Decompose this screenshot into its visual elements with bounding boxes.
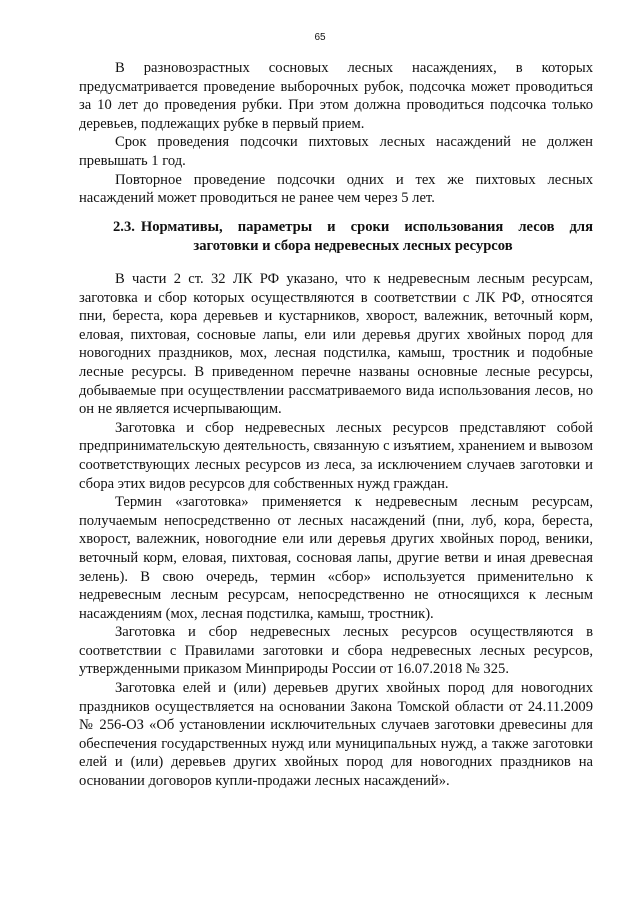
- section-body: [79, 270, 593, 791]
- paragraph: Заготовка и сбор недревесных лесных ресурсов осуществляются в соответствии с Правилами заготовки и сбора недревесных лесных ресурсов, утвержденными приказом Минприроды России от 16.07.2018 № 325.: [79, 624, 593, 678]
- paragraph: В части 2 ст. 32 ЛК РФ указано, что к недревесным лесным ресурсам, заготовка и сбор которых осуществляются в соответствии с ЛК РФ, относятся пни, береста, кора деревьев и кустарников, хворост, валежник, веточный корм, еловая, пихтовая, сосновые лапы, ели или деревья других хвойных пород для новогодних праздников, мох, лесная подстилка, камыш, тростник и подобные лесные ресурсы. В приведенном перечне названы основные лесные ресурсы, добываемые при осуществлении рассматриваемого вида использования лесов, но он не является исчерпывающим.: [79, 271, 593, 418]
- paragraph: Заготовка и сбор недревесных лесных ресурсов представляют собой предпринимательскую деятельность, связанную с изъятием, хранением и вывозом соответствующих лесных ресурсов из леса, за исключением случаев заготовки и сбора этих видов ресурсов для собственных нужд граждан.: [79, 419, 593, 492]
- paragraph: Срок проведения подсочки пихтовых лесных насаждений не должен превышать 1 год.: [79, 134, 593, 169]
- page-number: 65: [314, 32, 326, 43]
- section-number: 2.3.: [113, 219, 135, 235]
- paragraph: Повторное проведение подсочки одних и тех же пихтовых лесных насаждений может проводиться не ранее чем через 5 лет.: [79, 171, 593, 207]
- paragraph: Заготовка елей и (или) деревьев других хвойных пород для новогодних праздников осуществляется на основании Закона Томской области от 24.11.2009 № 256-ОЗ «Об установлении исключительных случаев заготовки древесины для обеспечения государственных нужд или муниципальных нужд, а также заготовки елей и (или) деревьев других хвойных пород для новогодних праздников на основании договоров купли-продажи лесных насаждений».: [79, 680, 593, 790]
- section-title: Нормативы, параметры и сроки использования лесов для заготовки и сбора недревесных лесных ресурсов: [140, 219, 593, 254]
- paragraph: Термин «заготовка» применяется к недревесным лесным ресурсам, получаемым непосредственно от лесных насаждений (пни, луб, кора, береста, хворост, валежник, новогодние ели или деревья других хвойных пород, веники, веточный корм, еловая, пихтовая, сосновая лапы, другие ветви и иная древесная зелень). В свою очередь, термин «сбор» используется применительно к недревесным лесным ресурсам, непосредственно не относящихся к лесным насаждениям (мох, лесная подстилка, камыш, тростник).: [79, 494, 593, 622]
- intro-text: [79, 59, 593, 208]
- paragraph: В разновозрастных сосновых лесных насаждениях, в которых предусматривается проведение выборочных рубок, подсочка может проводиться за 10 лет до проведения рубки. При этом должна проводиться подсочка только деревьев, подлежащих рубке в первый прием.: [79, 60, 593, 132]
- section-heading: [79, 218, 593, 255]
